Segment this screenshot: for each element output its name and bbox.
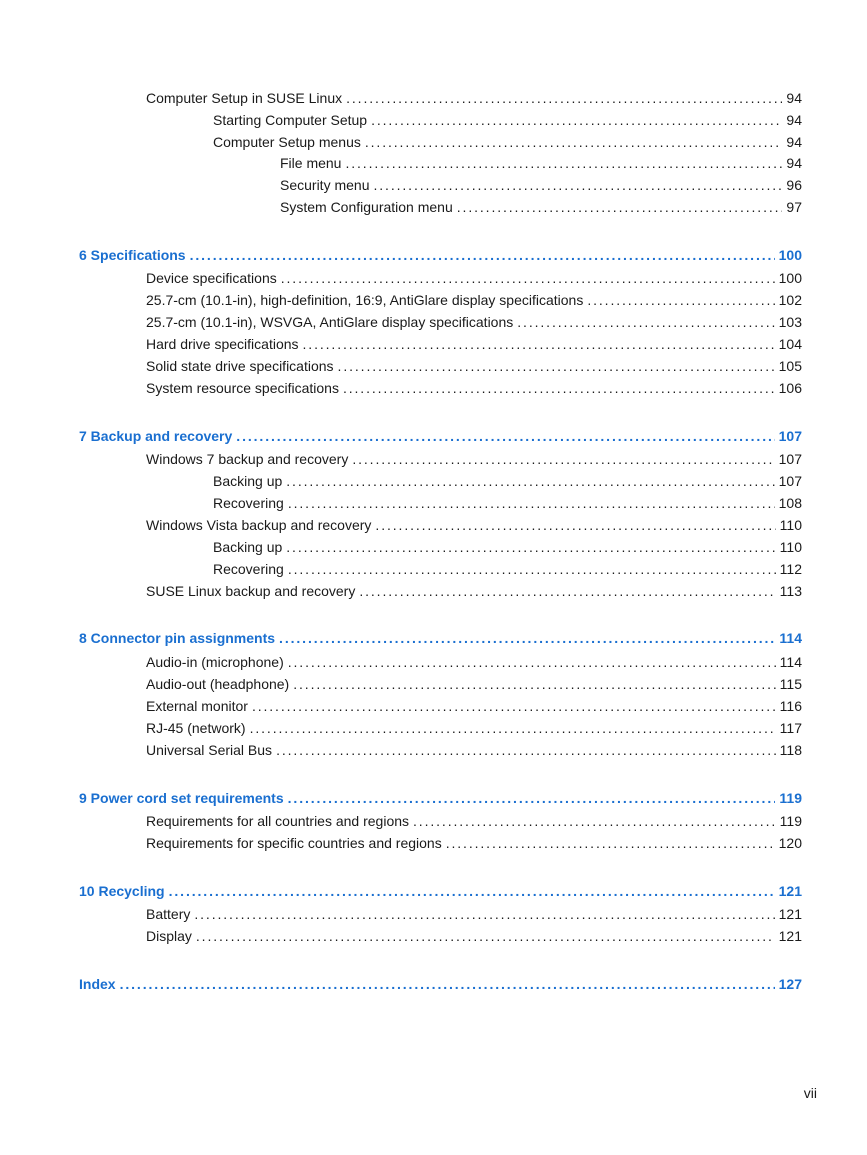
toc-entry-title: 6 Specifications: [79, 247, 186, 263]
dot-leader: [190, 245, 775, 265]
dot-leader: [288, 559, 776, 579]
toc-entry-title: File menu: [280, 155, 342, 171]
dot-leader: [338, 356, 775, 376]
toc-entry-title: Windows Vista backup and recovery: [146, 517, 372, 533]
toc-entry[interactable]: [146, 926, 802, 946]
toc-entry-page: 115: [779, 676, 802, 692]
dot-leader: [279, 628, 775, 648]
toc-entry[interactable]: [146, 652, 802, 672]
dot-leader: [365, 132, 783, 152]
toc-entry-title: Audio-out (headphone): [146, 676, 290, 692]
toc-entry[interactable]: [213, 537, 802, 557]
toc-chapter-entry[interactable]: [79, 788, 802, 808]
dot-leader: [194, 904, 774, 924]
toc-entry[interactable]: [146, 356, 802, 376]
toc-entry[interactable]: [146, 378, 802, 398]
toc-entry-page: 121: [778, 928, 802, 944]
toc-entry-page: 127: [778, 976, 802, 992]
toc-entry-title: Computer Setup menus: [213, 134, 361, 150]
toc-entry-page: 110: [779, 517, 802, 533]
toc-entry[interactable]: [146, 449, 802, 469]
toc-entry-title: Backing up: [213, 473, 283, 489]
toc-entry-title: 25.7-cm (10.1-in), WSVGA, AntiGlare display specifications: [146, 314, 514, 330]
toc-entry-title: Universal Serial Bus: [146, 742, 273, 758]
dot-leader: [346, 88, 782, 108]
toc-entry[interactable]: [280, 175, 802, 195]
dot-leader: [446, 833, 775, 853]
dot-leader: [120, 974, 775, 994]
toc-entry-page: 96: [786, 177, 802, 193]
toc-entry-title: Recovering: [213, 561, 284, 577]
toc-chapter-entry[interactable]: [79, 245, 802, 265]
toc-entry[interactable]: [146, 696, 802, 716]
dot-leader: [303, 334, 775, 354]
toc-entry-page: 105: [778, 358, 802, 374]
toc-entry-page: 94: [786, 90, 802, 106]
toc-entry[interactable]: [213, 110, 802, 130]
toc-entry-title: 10 Recycling: [79, 883, 165, 899]
toc-entry-title: System Configuration menu: [280, 199, 453, 215]
toc-entry-page: 94: [786, 155, 802, 171]
toc-entry-page: 121: [778, 906, 802, 922]
dot-leader: [252, 696, 776, 716]
toc-entry-title: Windows 7 backup and recovery: [146, 451, 349, 467]
dot-leader: [250, 718, 776, 738]
toc-entry-page: 117: [779, 720, 802, 736]
toc-entry-page: 94: [786, 134, 802, 150]
dot-leader: [288, 652, 776, 672]
toc-entry[interactable]: [146, 581, 802, 601]
toc-chapter-entry[interactable]: [79, 881, 802, 901]
toc-chapter-entry[interactable]: [79, 426, 802, 446]
toc-entry-title: Audio-in (microphone): [146, 654, 284, 670]
toc-entry-title: Requirements for all countries and regions: [146, 813, 410, 829]
toc-entry[interactable]: [146, 674, 802, 694]
toc-entry-page: 102: [778, 292, 802, 308]
toc-entry[interactable]: [146, 88, 802, 108]
toc-entry-title: Computer Setup in SUSE Linux: [146, 90, 343, 106]
toc-entry-title: Display: [146, 928, 192, 944]
toc-entry-page: 119: [779, 790, 802, 806]
toc-entry[interactable]: [146, 811, 802, 831]
dot-leader: [288, 788, 776, 808]
toc-entry-title: 7 Backup and recovery: [79, 428, 233, 444]
toc-entry-page: 107: [778, 428, 802, 444]
toc-entry-title: External monitor: [146, 698, 248, 714]
dot-leader: [371, 110, 782, 130]
dot-leader: [293, 674, 775, 694]
toc-entry[interactable]: [146, 515, 802, 535]
toc-entry-title: Battery: [146, 906, 191, 922]
dot-leader: [281, 268, 775, 288]
dot-leader: [352, 449, 774, 469]
toc-entry[interactable]: [213, 559, 802, 579]
dot-leader: [359, 581, 775, 601]
toc-entry-page: 108: [778, 495, 802, 511]
toc-entry[interactable]: [280, 197, 802, 217]
dot-leader: [276, 740, 776, 760]
dot-leader: [457, 197, 783, 217]
dot-leader: [236, 426, 774, 446]
toc-entry-page: 118: [779, 742, 802, 758]
toc-entry-title: Device specifications: [146, 270, 277, 286]
toc-entry-page: 116: [779, 698, 802, 714]
toc-entry-page: 100: [778, 270, 802, 286]
toc-entry-page: 94: [786, 112, 802, 128]
toc-entry[interactable]: [213, 132, 802, 152]
toc-entry-title: Backing up: [213, 539, 283, 555]
page-number: vii: [803, 1085, 817, 1101]
toc-entry-page: 119: [779, 813, 802, 829]
toc-entry[interactable]: [146, 290, 802, 310]
toc-entry-page: 121: [778, 883, 802, 899]
toc-entry-page: 113: [779, 583, 802, 599]
toc-entry[interactable]: [213, 493, 802, 513]
toc-entry[interactable]: [146, 833, 802, 853]
toc-chapter-entry[interactable]: [79, 628, 802, 648]
dot-leader: [286, 537, 775, 557]
toc-entry-title: Hard drive specifications: [146, 336, 299, 352]
toc-entry-page: 120: [778, 835, 802, 851]
toc-entry-title: Solid state drive specifications: [146, 358, 334, 374]
toc-entry-page: 106: [778, 380, 802, 396]
toc-entry-title: 9 Power cord set requirements: [79, 790, 284, 806]
toc-entry[interactable]: [146, 268, 802, 288]
toc-entry-page: 110: [779, 539, 802, 555]
toc-chapter-entry[interactable]: [79, 974, 802, 994]
toc-entry-title: Security menu: [280, 177, 370, 193]
toc-entry[interactable]: [146, 740, 802, 760]
toc-entry-title: System resource specifications: [146, 380, 339, 396]
dot-leader: [413, 811, 776, 831]
toc-entry-page: 97: [786, 199, 802, 215]
toc-entry-page: 114: [779, 654, 802, 670]
toc-entry-page: 103: [778, 314, 802, 330]
dot-leader: [517, 312, 774, 332]
dot-leader: [169, 881, 775, 901]
toc-entry[interactable]: [213, 471, 802, 491]
toc-entry-page: 107: [778, 473, 802, 489]
dot-leader: [288, 493, 775, 513]
toc-entry[interactable]: [146, 312, 802, 332]
toc-entry-title: 8 Connector pin assignments: [79, 630, 276, 646]
toc-entry-title: Index: [79, 976, 116, 992]
toc-entry[interactable]: [146, 334, 802, 354]
toc-entry-title: Starting Computer Setup: [213, 112, 368, 128]
dot-leader: [196, 926, 775, 946]
dot-leader: [375, 515, 775, 535]
toc-entry-page: 107: [778, 451, 802, 467]
toc-entry-page: 100: [778, 247, 802, 263]
dot-leader: [373, 175, 782, 195]
toc-entry-title: Requirements for specific countries and regions: [146, 835, 442, 851]
toc-entry-title: Recovering: [213, 495, 284, 511]
toc-entry[interactable]: [146, 718, 802, 738]
dot-leader: [587, 290, 774, 310]
toc-entry[interactable]: [146, 904, 802, 924]
dot-leader: [343, 378, 775, 398]
toc-entry-page: 104: [778, 336, 802, 352]
toc-entry-page: 114: [779, 630, 802, 646]
dot-leader: [345, 153, 782, 173]
toc-entry-title: RJ-45 (network): [146, 720, 246, 736]
toc-entry[interactable]: [280, 153, 802, 173]
dot-leader: [286, 471, 774, 491]
toc-entry-title: 25.7-cm (10.1-in), high-definition, 16:9, AntiGlare display specifications: [146, 292, 584, 308]
toc-entry-page: 112: [779, 561, 802, 577]
toc-entry-title: SUSE Linux backup and recovery: [146, 583, 356, 599]
